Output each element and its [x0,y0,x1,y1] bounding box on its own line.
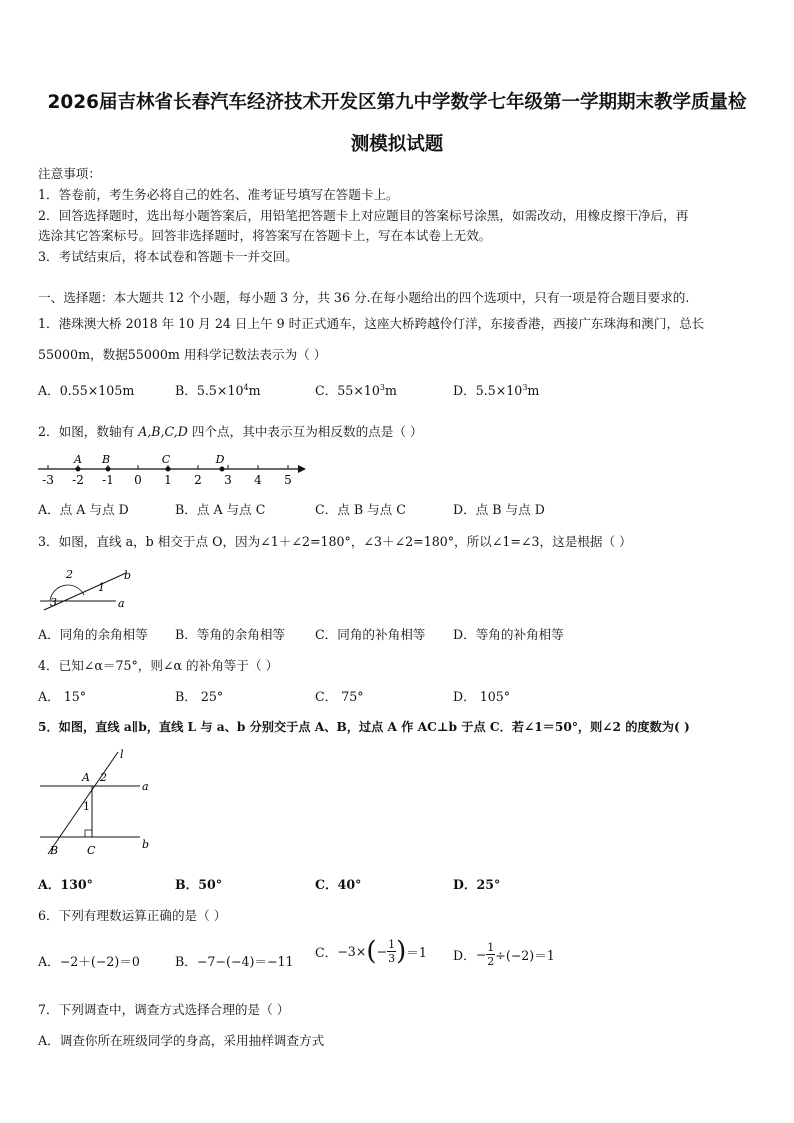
q4-option-b[interactable]: B． 25° [175,689,224,704]
q6-option-c-result: ＝1 [406,945,427,960]
q1-option-d-base: 5.5×10 [475,383,523,398]
q6-option-d-label: D． [453,948,476,963]
q3-option-b[interactable]: B．等角的余角相等 [175,627,286,642]
axis-label--3: -3 [42,473,54,487]
q6-option-c-prefix: −3× [337,944,367,959]
q6-option-b-label: B． [175,954,197,969]
point-d-dot [220,467,225,472]
q7-stem: 7．下列调查中，调查方式选择合理的是（ ） [38,1002,290,1017]
q6-option-a-expr: −2＋(−2)＝0 [59,954,140,969]
angle-1-label: 1 [98,581,105,594]
q4-option-a[interactable]: A． 15° [38,689,87,704]
q6-option-c-minus: − [376,944,388,959]
q1-option-c-unit: m [384,383,397,398]
q6-option-a-label: A． [38,954,60,969]
q1-option-a-label: A． [38,383,60,398]
q2-stem-end: 四个点，其中表示互为相反数的点是（ ） [187,424,423,439]
notice-heading: 注意事项： [38,166,101,181]
section-heading: 一、选择题：本大题共 12 个小题，每小题 3 分，共 36 分.在每小题给出的四个选项中，只有一项是符合题目要求的. [38,290,690,305]
q2-option-a[interactable]: A．点 A 与点 D [38,502,129,517]
fraction-numerator: 1 [388,938,396,951]
axis-label--2: -2 [72,473,84,487]
q1-option-c-base: 55×10 [337,383,380,398]
q6-option-d-minus: − [475,947,487,962]
q1-data-value: 55000m [127,347,180,362]
fraction-denominator: 2 [487,955,495,968]
q2-option-d[interactable]: D．点 B 与点 D [453,502,545,517]
q3-option-d[interactable]: D．等角的补角相等 [453,627,564,642]
line-a-label: a [142,780,149,793]
q6-option-c[interactable] [315,938,427,965]
q1-option-b-base: 5.5×10 [196,383,244,398]
left-paren-icon: ( [366,936,377,967]
q6-option-a[interactable] [38,951,140,970]
q6-option-b-expr: −7−(−4)＝−11 [196,954,294,969]
number-line-arrow-icon [298,465,306,473]
q1-option-d-unit: m [527,383,540,398]
q1-option-d-label: D． [453,383,476,398]
q5-option-c[interactable]: C．40° [315,877,362,892]
point-b-label: B [50,844,59,857]
point-a-label: A [82,771,90,784]
point-b-label: B [101,453,111,466]
q3-option-a[interactable]: A．同角的余角相等 [38,627,148,642]
q2-stem-points: A,B,C,D [138,424,188,439]
q1-option-c-exponent: 3 [379,382,385,392]
q5-option-d[interactable]: D．25° [453,877,501,892]
line-a-label: a [118,597,125,610]
q3-intersecting-lines-figure [36,565,146,615]
q2-number-line-figure [36,450,306,490]
point-c-label: C [87,844,96,857]
q1-option-b-exponent: 4 [243,382,249,392]
angle-3-label: 3 [50,596,57,609]
axis-label-4: 4 [254,473,262,487]
q1-stem-tail: 用科学记数法表示为（ ） [179,347,327,362]
q1-option-c-label: C． [315,383,338,398]
axis-label-1: 1 [164,473,172,487]
axis-label-3: 3 [224,473,232,487]
right-angle-mark [85,830,92,837]
right-paren-icon: ) [396,936,407,967]
q2-option-c[interactable]: C．点 B 与点 C [315,502,406,517]
axis-label--1: -1 [102,473,114,487]
axis-label-0: 0 [134,473,142,487]
q6-option-d-result: ÷(−2)＝1 [495,948,555,963]
q4-stem: 4．已知∠α＝75°，则∠α 的补角等于（ ） [38,658,279,673]
q1-option-a-value: 0.55×105m [59,383,135,398]
q6-option-c-label: C． [315,945,338,960]
q5-option-b[interactable]: B．50° [175,877,223,892]
q5-option-a[interactable]: A．130° [38,877,93,892]
q1-option-b-unit: m [248,383,261,398]
q1-option-a[interactable] [38,380,134,399]
document-title-line-1: 2026届吉林省长春汽车经济技术开发区第九中学数学七年级第一学期期末教学质量检 [47,92,747,113]
fraction-numerator: 1 [487,941,495,954]
q2-stem-start: 2．如图，数轴有 [38,424,139,439]
q7-option-a[interactable]: A．调查你所在班级同学的身高，采用抽样调查方式 [38,1033,325,1048]
angle-2-label: 2 [100,771,107,784]
q1-stem-line-1: 1．港珠澳大桥 2018 年 10 月 24 日上午 9 时正式通车，这座大桥跨越伶仃洋，东接香港，西接广东珠海和澳门，总长 [38,316,705,331]
q1-length-value: 55000m [38,347,91,362]
point-c-dot [166,467,171,472]
notice-item-1: 1．答卷前，考生务必将自己的姓名、准考证号填写在答题卡上。 [38,187,399,202]
line-l-label: l [120,748,124,761]
axis-label-2: 2 [194,473,202,487]
q1-option-d-exponent: 3 [522,382,528,392]
q4-option-c[interactable]: C． 75° [315,689,364,704]
document-title-line-2: 测模拟试题 [350,134,444,155]
point-d-label: D [215,453,225,466]
q6-stem: 6．下列有理数运算正确的是（ ） [38,908,227,923]
q1-option-c[interactable] [315,380,397,399]
notice-item-2: 2．回答选择题时，选出每小题答案后，用铅笔把答题卡上对应题目的答案标号涂黑，如需改动，用橡皮擦干净后，再 [38,208,689,223]
line-b-label: b [142,838,150,851]
notice-item-2-cont: 选涂其它答案标号。回答非选择题时，将答案写在答题卡上，写在本试卷上无效。 [38,228,492,243]
q2-stem [38,421,423,440]
point-b-dot [106,467,111,472]
q6-option-c-fraction [387,938,396,965]
q1-option-b-label: B． [175,383,197,398]
axis-label-5: 5 [284,473,292,487]
notice-item-3: 3．考试结束后，将本试卷和答题卡一并交回。 [38,249,298,264]
q1-option-b[interactable] [175,380,261,399]
point-a-label: A [74,453,82,466]
q5-stem: 5．如图，直线 a∥b，直线 L 与 a、b 分别交于点 A、B，过点 A 作 AC⊥b 于点 C．若∠1＝50°，则∠2 的度数为( ) [38,720,690,734]
q6-option-b[interactable] [175,951,294,970]
q3-option-c[interactable]: C．同角的补角相等 [315,627,426,642]
q1-stem-line-2 [38,344,326,363]
angle-2-label: 2 [66,568,73,581]
q4-option-d[interactable]: D． 105° [453,689,511,704]
q3-stem: 3．如图，直线 a，b 相交于点 O，因为∠1＋∠2=180°，∠3＋∠2=180°，所以∠1=∠3，这是根据（ ） [38,534,632,549]
q2-option-b[interactable]: B．点 A 与点 C [175,502,266,517]
q1-option-d[interactable] [453,380,539,399]
q6-option-d-fraction [486,941,495,968]
q1-stem-text: ，数据 [90,347,128,362]
fraction-denominator: 3 [388,952,396,965]
point-c-label: C [161,453,171,466]
line-b-label: b [124,569,132,582]
q5-parallel-lines-figure [36,746,166,858]
q6-option-d[interactable] [453,941,555,968]
angle-1-label: 1 [83,800,90,813]
point-a-dot [76,467,81,472]
